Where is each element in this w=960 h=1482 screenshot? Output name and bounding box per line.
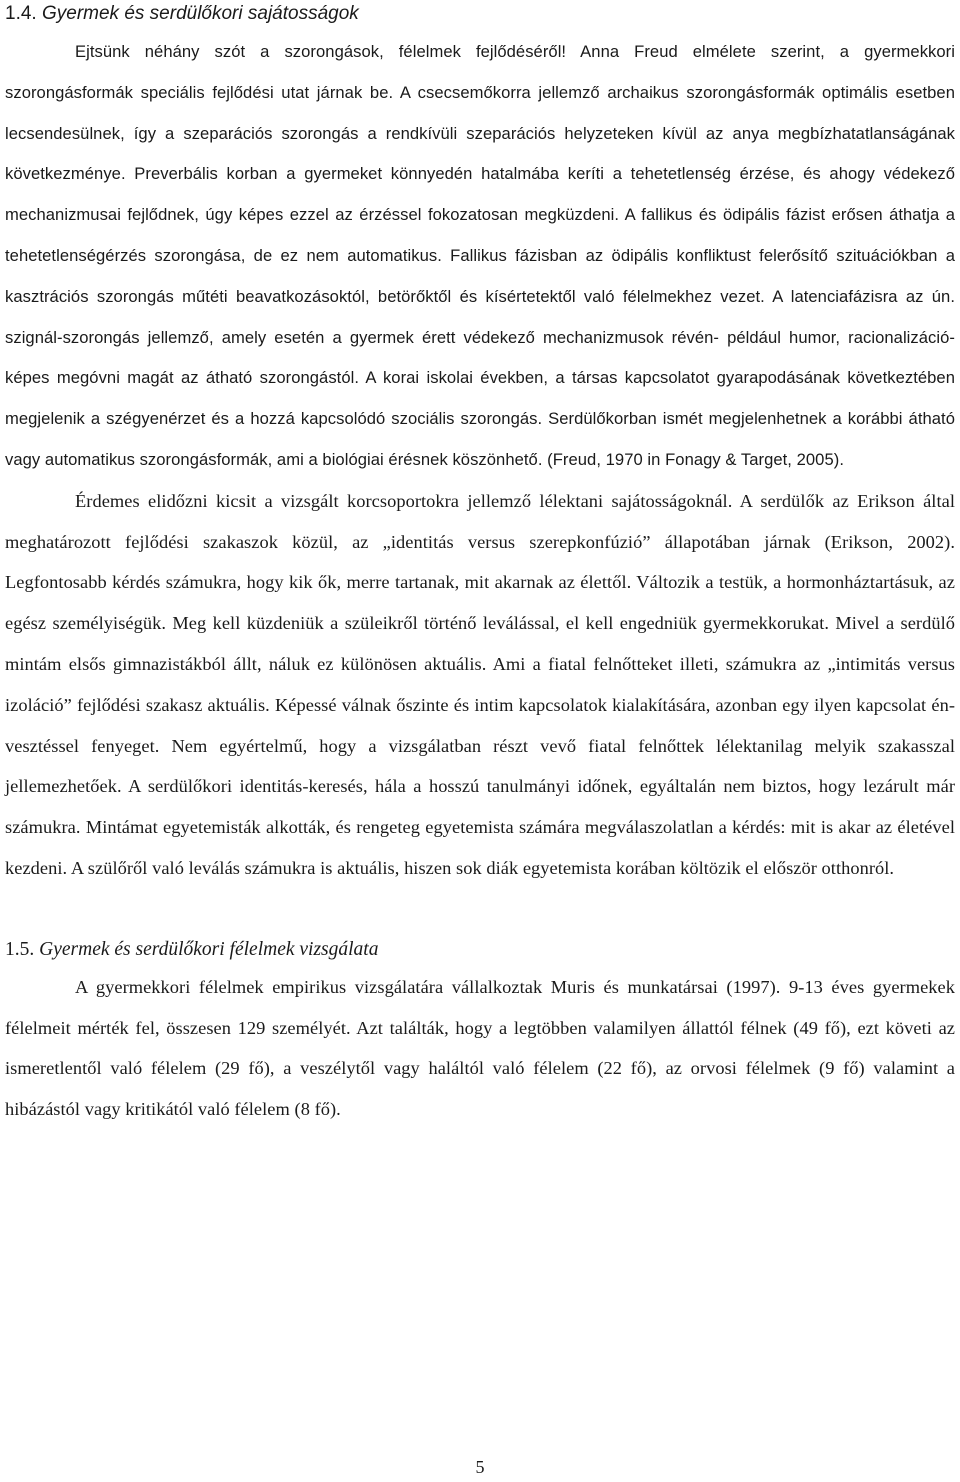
page-number: 5 <box>475 1457 485 1477</box>
section-number: 1.4. <box>5 3 37 24</box>
section-number: 1.5. <box>5 938 35 960</box>
paragraph-anxiety-development: Ejtsünk néhány szót a szorongások, félelmek fejlődéséről! Anna Freud elmélete szerint, a gyermekkori szorongásformák speciális fejlődési utat járnak be. A csecsemőkorra jellemző archaikus szorongásformák optimális esetben lecsendesülnek, így a szeparációs szorongás a rendkívüli szeparációs helyzeteken kívül az anya megbízhatatlanságának következménye. Preverbális korban a gyermeket könnyedén hatalmába keríti a tehetetlenség érzése, és ahogy védekező mechanizmusai fejlődnek, úgy képes ezzel az érzéssel fokozatosan megküzdeni. A fallikus és ödipális fázist erősen áthatja a tehetetlenségérzés szorongása, de ez nem automatikus. Fallikus fázisban az ödipális konfliktust felerősítő szituációkban a kasztrációs szorongás műtéti beavatkozásoktól, betörőktől és kísértetektől való félelmekhez vezet. A latenciafázisra az ún. szignál-szorongás jellemző, amely esetén a gyermek érett védekező mechanizmusok révén- például humor, racionalizáció- képes megóvni magát az átható szorongástól. A korai iskolai években, a társas kapcsolatot gyarapodásának következtében megjelenik a szégyenérzet és a hozzá kapcsolódó szociális szorongás. Serdülőkorban ismét megjelenhetnek a korábbi átható vagy automatikus szorongásformák, ami a biológiai érésnek köszönhető. (Freud, 1970 in Fonagy & Target, 2005). <box>5 42 955 469</box>
section-heading-1-5 <box>5 933 955 967</box>
section-title: Gyermek és serdülőkori félelmek vizsgálata <box>39 938 379 960</box>
section-title: Gyermek és serdülőkori sajátosságok <box>41 3 359 24</box>
paragraph-psychological-traits: Érdemes elidőzni kicsit a vizsgált korcsoportokra jellemző lélektani sajátosságoknál. A serdülők az Erikson által meghatározott fejlődési szakaszok közül, az „identitás versus szerepkonfúzió” állapotában járnak (Erikson, 2002). Legfontosabb kérdés számukra, hogy kik ők, merre tartanak, mit akarnak az élettől. Változik a testük, a hormonháztartásuk, az egész személyiségük. Meg kell küzdeniük a szüleikről történő leválással, el kell engedniük gyermekkorukat. Mivel a serdülő mintám elsős gimnazistákból állt, náluk ez különösen aktuális. Ami a fiatal felnőtteket illeti, számukra az „intimitás versus izoláció” fejlődési szakasz aktuális. Képessé válnak őszinte és intim kapcsolatok kialakítására, azonban egy ilyen kapcsolat én-vesztéssel fenyeget. Nem egyértelmű, hogy a vizsgálatban részt vevő fiatal felnőttek lélektanilag melyik szakasszal jellemezhetőek. A serdülőkori identitás-keresés, hála a hosszú tanulmányi időnek, egyáltalán nem biztos, hogy lezárult már számukra. Mintámat egyetemisták alkották, és rengeteg egyetemista számára megválaszolatlan a kérdés: mit is akar az életével kezdeni. A szülőről való leválás számukra is aktuális, hiszen sok diák egyetemista korában költözik el először otthonról. <box>5 490 955 878</box>
section-heading-1-4 <box>5 0 955 32</box>
paragraph-fear-study: A gyermekkori félelmek empirikus vizsgálatára vállalkoztak Muris és munkatársai (1997). 9-13 éves gyermekek félelmeit mérték fel, összesen 129 személyét. Azt találták, hogy a legtöbben valamilyen állattól félnek (49 fő), ezt követi az ismeretlentől való félelem (29 fő), a veszélytől vagy haláltól való félelem (22 fő), az orvosi félelmek (9 fő) valamint a hibázástól vagy kritikától való félelem (8 fő). <box>5 976 955 1120</box>
